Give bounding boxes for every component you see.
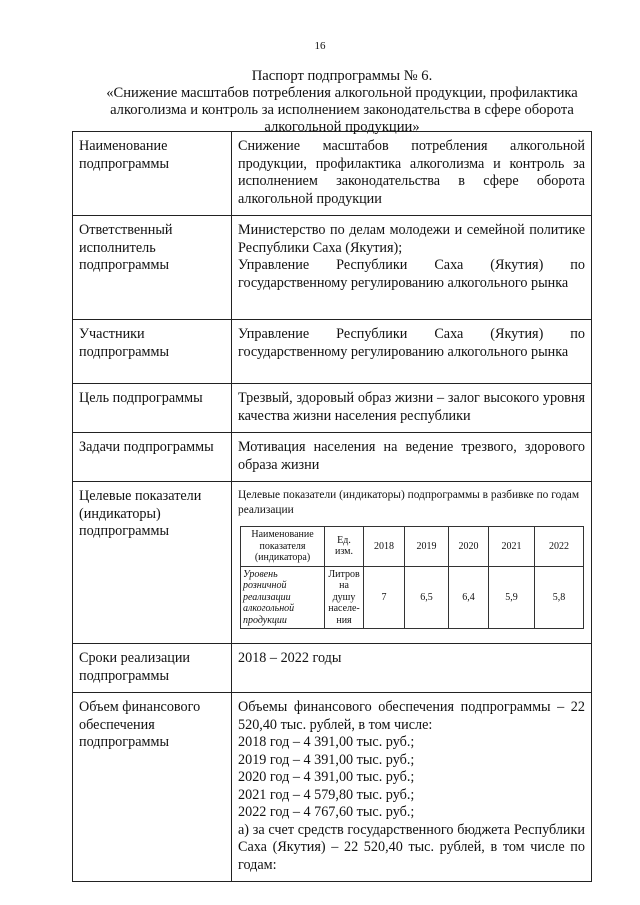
- row-tasks-value: Мотивация населения на ведение трезвого, здорового образа жизни: [232, 433, 592, 482]
- finance-year-2021: 2021 год – 4 579,80 тыс. руб.;: [238, 786, 415, 803]
- row-finance-value: [232, 693, 592, 882]
- document-title: [72, 68, 612, 136]
- indicator-value-2022: 5,8: [535, 566, 584, 629]
- header-year-2020: 2020: [449, 527, 489, 567]
- header-year-2018: 2018: [364, 527, 405, 567]
- finance-year-2020: 2020 год – 4 391,00 тыс. руб.;: [238, 769, 415, 785]
- row-finance-label: Объем финансового обеспечения подпрограммы: [73, 693, 232, 882]
- row-participants: [73, 320, 592, 384]
- row-goal: [73, 384, 592, 433]
- finance-budget: а) за счет средств государственного бюджета Республики Саха (Якутия) – 22 520,40 тыс. рублей, в том числе по годам:: [238, 821, 585, 873]
- row-indicators: [73, 482, 592, 644]
- header-unit: Ед. изм.: [325, 527, 364, 567]
- row-tasks: [73, 433, 592, 482]
- indicator-unit: Литров на душу населе-ния: [325, 566, 364, 629]
- indicators-header-row: [241, 527, 584, 567]
- row-executor: [73, 216, 592, 320]
- page-number: 16: [314, 40, 326, 52]
- row-indicators-label: Целевые показатели (индикаторы) подпрограммы: [73, 482, 232, 644]
- indicator-value-2021: 5,9: [489, 566, 535, 629]
- finance-year-2022: 2022 год – 4 767,60 тыс. руб.;: [238, 804, 415, 820]
- row-terms-label: Сроки реализации подпрограммы: [73, 644, 232, 693]
- row-tasks-label: Задачи подпрограммы: [73, 433, 232, 482]
- finance-year-2018: 2018 год – 4 391,00 тыс. руб.;: [238, 734, 415, 750]
- finance-year-2019: 2019 год – 4 391,00 тыс. руб.;: [238, 751, 415, 768]
- row-terms: [73, 644, 592, 693]
- executor-ministry: Министерство по делам молодежи и семейной политике Республики Саха (Якутия);: [238, 222, 585, 256]
- indicator-value-2019: 6,5: [405, 566, 449, 629]
- row-name-label: Наименование подпрограммы: [73, 132, 232, 216]
- header-year-2019: 2019: [405, 527, 449, 567]
- header-indicator-name: Наименование показателя (индикатора): [241, 527, 325, 567]
- row-goal-label: Цель подпрограммы: [73, 384, 232, 433]
- row-finance: [73, 693, 592, 882]
- row-name-value: Снижение масштабов потребления алкогольной продукции, профилактика алкоголизма и контроль за исполнением законодательства в сфере оборота алкогольной продукции: [232, 132, 592, 216]
- row-goal-value: Трезвый, здоровый образ жизни – залог высокого уровня качества жизни населения республики: [232, 384, 592, 433]
- title-line-4: алкогольной продукции»: [264, 119, 420, 135]
- indicators-data-row: [241, 566, 584, 629]
- indicator-name: Уровень розничной реализации алкогольной продукции: [241, 566, 325, 629]
- row-executor-label: Ответственный исполнитель подпрограммы: [73, 216, 232, 320]
- row-name: [73, 132, 592, 216]
- passport-table: [72, 131, 592, 882]
- indicators-table: [240, 526, 584, 629]
- indicators-caption: Целевые показатели (индикаторы) подпрограммы в разбивке по годам реализации: [238, 489, 580, 516]
- row-terms-value: 2018 – 2022 годы: [232, 644, 592, 693]
- title-line-3: алкоголизма и контроль за исполнением законодательства в сфере оборота: [110, 102, 574, 118]
- header-year-2022: 2022: [535, 527, 584, 567]
- row-indicators-value: [232, 482, 592, 644]
- title-line-2: «Снижение масштабов потребления алкогольной продукции, профилактика: [106, 85, 578, 101]
- executor-department: Управление Республики Саха (Якутия) по государственному регулированию алкогольного рынка: [238, 257, 585, 291]
- row-executor-value: [232, 216, 592, 320]
- title-line-1: Паспорт подпрограммы № 6.: [251, 68, 433, 84]
- row-participants-value: Управление Республики Саха (Якутия) по государственному регулированию алкогольного рынка: [232, 320, 592, 384]
- finance-intro: Объемы финансового обеспечения подпрограммы – 22 520,40 тыс. рублей, в том числе:: [238, 699, 585, 733]
- indicator-value-2018: 7: [364, 566, 405, 629]
- header-year-2021: 2021: [489, 527, 535, 567]
- indicator-value-2020: 6,4: [449, 566, 489, 629]
- row-participants-label: Участники подпрограммы: [73, 320, 232, 384]
